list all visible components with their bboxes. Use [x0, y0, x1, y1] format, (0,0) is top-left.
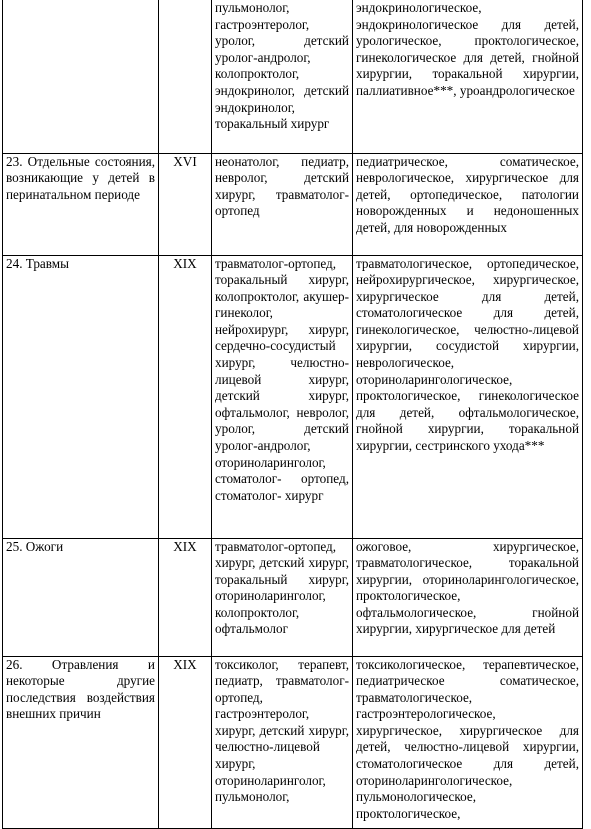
specialists-cell: травматолог-ортопед, торакальный хирург, колопроктолог, акушер-гинеколог, нейрохирург, хирург, сердечно-сосудистый хирург, челюстно-лицевой хирург, детский хирург, офтальмолог, невролог, уролог, детский уролог-андролог, оториноларинголог, стоматолог- ортопед, стоматолог- хирург: [212, 255, 353, 538]
profiles-table: [2, 0, 583, 829]
specialists-cell: неонатолог, педиатр, невролог, детский хирург, травматолог-ортопед: [212, 153, 353, 255]
diagnosis-cell: 24. Травмы: [3, 255, 159, 538]
table-row: [3, 153, 583, 255]
profiles-cell: педиатрическое, соматическое, неврологическое, хирургическое для детей, ортопедическое, патологии новорожденных и недоношенных детей, для новорожденных: [353, 153, 583, 255]
table-row: [3, 538, 583, 656]
icd-class-cell: XIX: [159, 538, 212, 656]
icd-class-cell: XIX: [159, 255, 212, 538]
icd-class-cell: [159, 0, 212, 153]
diagnosis-cell: 26. Отравления и некоторые другие последствия воздействия внешних причин: [3, 656, 159, 828]
specialists-cell: токсиколог, терапевт, педиатр, травматолог-ортопед, гастроэнтеролог, хирург, детский хирург, челюстно-лицевой хирург, оториноларинголог, пульмонолог,: [212, 656, 353, 828]
table-row: [3, 0, 583, 153]
table-row: [3, 656, 583, 828]
table-row: [3, 255, 583, 538]
profiles-cell: эндокринологическое, эндокринологическое для детей, урологическое, проктологическое, гинекологическое для детей, гнойной хирургии, торакальной хирургии, паллиативное***, уроандрологическое: [353, 0, 583, 153]
specialists-cell: пульмонолог, гастроэнтеролог, уролог, детский уролог-андролог, колопроктолог, эндокринолог, детский эндокринолог, торакальный хирург: [212, 0, 353, 153]
icd-class-cell: XVI: [159, 153, 212, 255]
icd-class-cell: XIX: [159, 656, 212, 828]
diagnosis-cell: [3, 0, 159, 153]
diagnosis-cell: 25. Ожоги: [3, 538, 159, 656]
profiles-cell: токсикологическое, терапевтическое, педиатрическое соматическое, травматологическое, гастроэнтерологическое, хирургическое, хирургическое для детей, челюстно-лицевой хирургии, стоматологическое для детей, оториноларингологическое, пульмонологическое, проктологическое,: [353, 656, 583, 828]
specialists-cell: травматолог-ортопед, хирург, детский хирург, торакальный хирург, оториноларинголог, колопроктолог, офтальмолог: [212, 538, 353, 656]
diagnosis-cell: 23. Отдельные состояния, возникающие у детей в перинатальном периоде: [3, 153, 159, 255]
profiles-cell: травматологическое, ортопедическое, нейрохирургическое, хирургическое, хирургическое для детей, стоматологическое для детей, гинекологическое, челюстно-лицевой хирургии, сосудистой хирургии, неврологическое, оториноларингологическое, проктологическое, гинекологическое для детей, офтальмологическое, гнойной хирургии, торакальной хирургии, сестринского ухода***: [353, 255, 583, 538]
profiles-cell: ожоговое, хирургическое, травматологическое, торакальной хирургии, оториноларингологическое, проктологическое, офтальмологическое, гнойной хирургии, хирургическое для детей: [353, 538, 583, 656]
